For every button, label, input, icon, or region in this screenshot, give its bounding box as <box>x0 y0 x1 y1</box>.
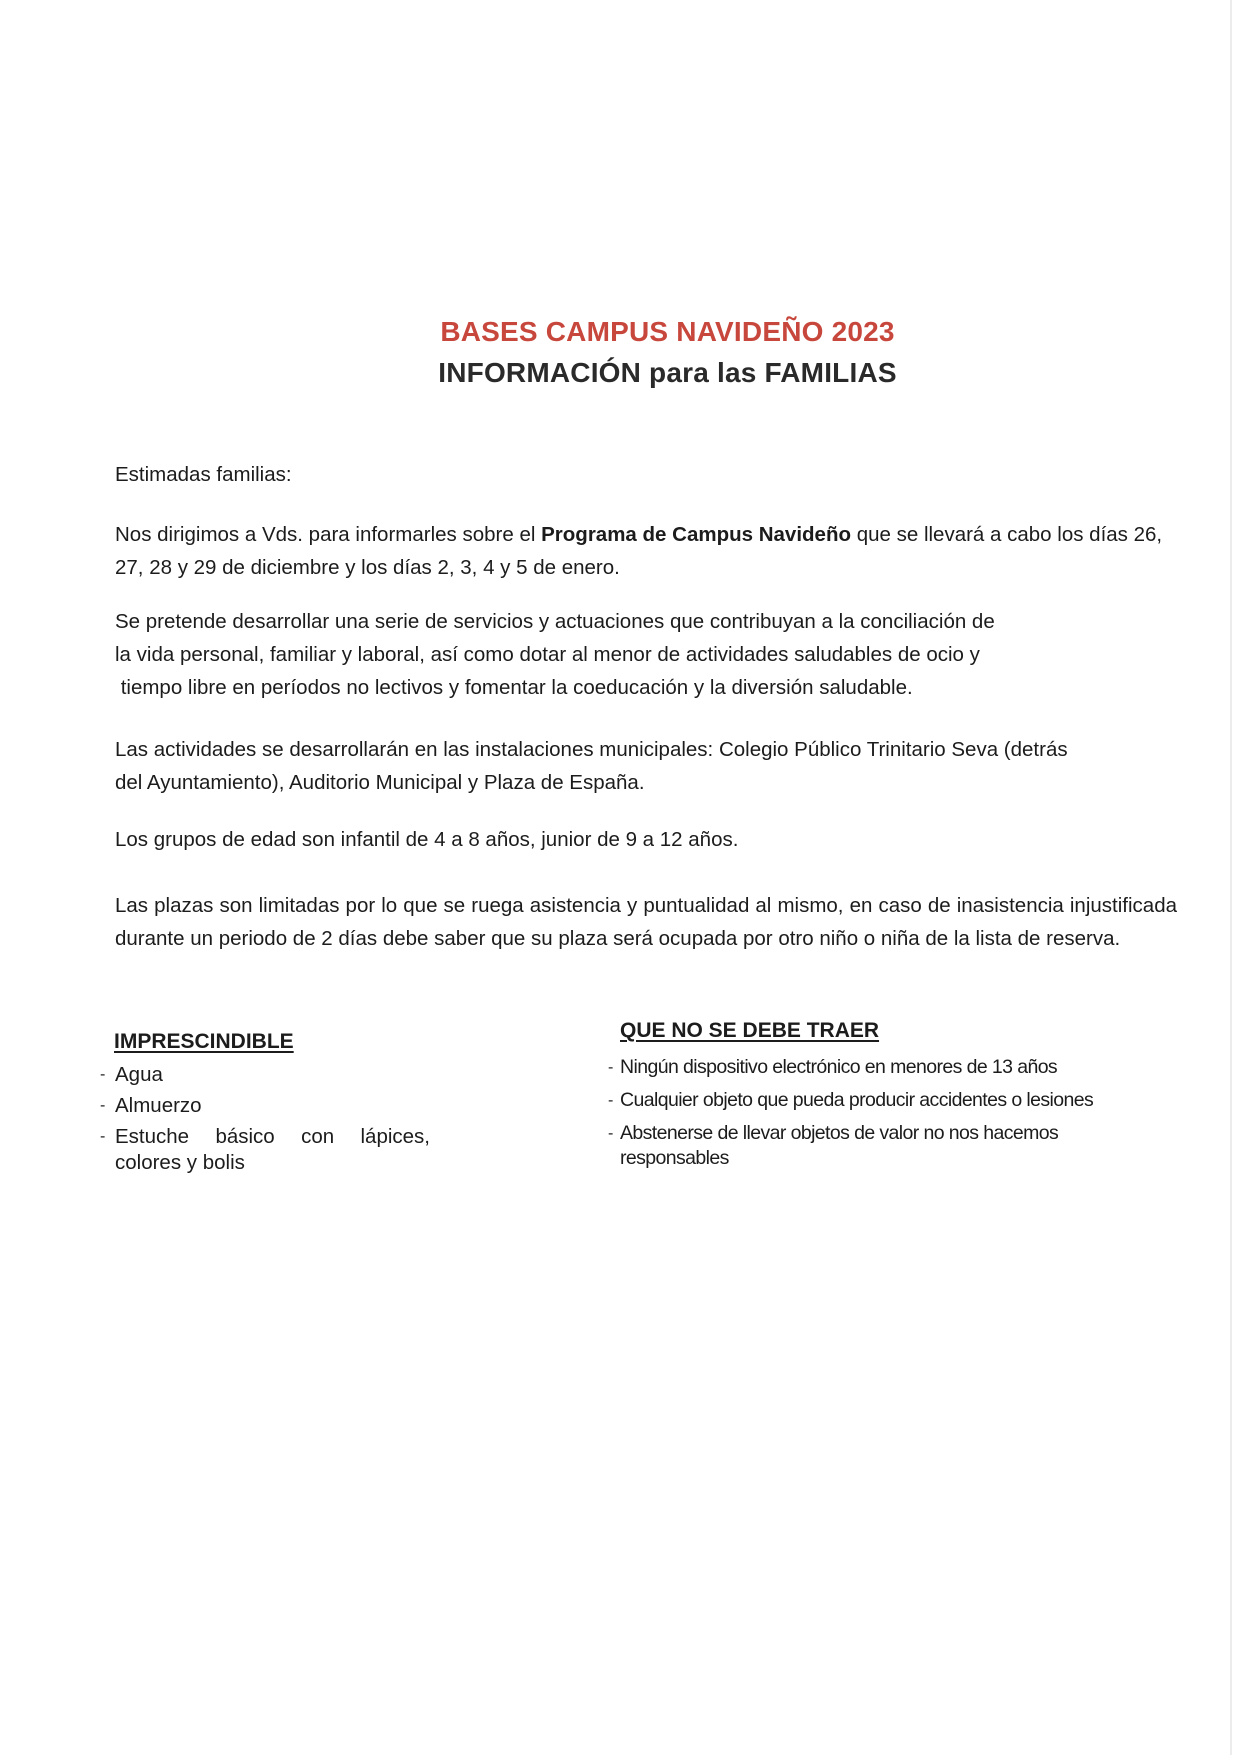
bullet-dash: - <box>100 1097 106 1114</box>
paragraph-program-dates <box>115 518 1175 584</box>
greeting: Estimadas familias: <box>115 463 292 486</box>
bullet-dash: - <box>608 1092 613 1109</box>
paragraph-places: Las plazas son limitadas por lo que se ruega asistencia y puntualidad al mismo, en caso de inasistencia injustificada durante un periodo de 2 días debe saber que su plaza será ocupada por otro niño o niña de la lista de reserva. <box>115 894 1177 950</box>
paragraph-locations: Las actividades se desarrollarán en las instalaciones municipales: Colegio Público Trinitario Seva (detrás del Ayuntamiento), Auditorio Municipal y Plaza de España. <box>115 738 1068 794</box>
list-item <box>100 1062 430 1088</box>
paragraph-program-dates-rest: que se llevará a cabo los días 26, 27, 28 y 29 de diciembre y los días 2, 3, 4 y 5 de enero. <box>115 523 1163 579</box>
bullet-dash: - <box>100 1128 106 1145</box>
list-item-text: Almuerzo <box>115 1094 202 1117</box>
list-item-text: Agua <box>115 1063 163 1086</box>
bullet-dash: - <box>100 1066 106 1083</box>
list-item-text: Abstenerse de llevar objetos de valor no nos hacemos responsables <box>620 1122 1059 1169</box>
list-item <box>608 1121 1140 1171</box>
imprescindible-heading: IMPRESCINDIBLE <box>114 1030 294 1053</box>
no-traer-heading: QUE NO SE DEBE TRAER <box>620 1019 880 1042</box>
paragraph-age-groups: Los grupos de edad son infantil de 4 a 8 años, junior de 9 a 12 años. <box>115 828 739 851</box>
list-item-text: Ningún dispositivo electrónico en menores de 13 años <box>620 1056 1058 1078</box>
list-item <box>608 1088 1168 1113</box>
list-item <box>100 1093 430 1119</box>
list-item <box>100 1124 430 1176</box>
list-item-text: Estuche básico con lápices, colores y bolis <box>115 1125 430 1174</box>
paragraph-objectives-line-1: Se pretende desarrollar una serie de servicios y actuaciones que contribuyan a la conciliación de <box>115 610 995 633</box>
scan-edge-line <box>1230 0 1232 1755</box>
document-subtitle: INFORMACIÓN para las FAMILIAS <box>438 357 897 388</box>
list-item-text: Cualquier objeto que pueda producir accidentes o lesiones <box>620 1089 1094 1111</box>
imprescindible-list <box>100 1062 430 1181</box>
bullet-dash: - <box>608 1125 613 1142</box>
paragraph-objectives <box>115 605 1175 704</box>
list-item <box>608 1055 1168 1080</box>
no-traer-list <box>608 1055 1168 1179</box>
paragraph-program-dates-intro: Nos dirigimos a Vds. para informarles sobre el <box>115 523 542 546</box>
program-name: Programa de Campus Navideño <box>541 523 851 546</box>
document-title: BASES CAMPUS NAVIDEÑO 2023 <box>440 316 895 347</box>
paragraph-objectives-line-3: tiempo libre en períodos no lectivos y fomentar la coeducación y la diversión saludable. <box>115 676 913 699</box>
paragraph-objectives-line-2: la vida personal, familiar y laboral, así como dotar al menor de actividades saludables de ocio y <box>115 643 980 666</box>
bullet-dash: - <box>608 1059 613 1076</box>
